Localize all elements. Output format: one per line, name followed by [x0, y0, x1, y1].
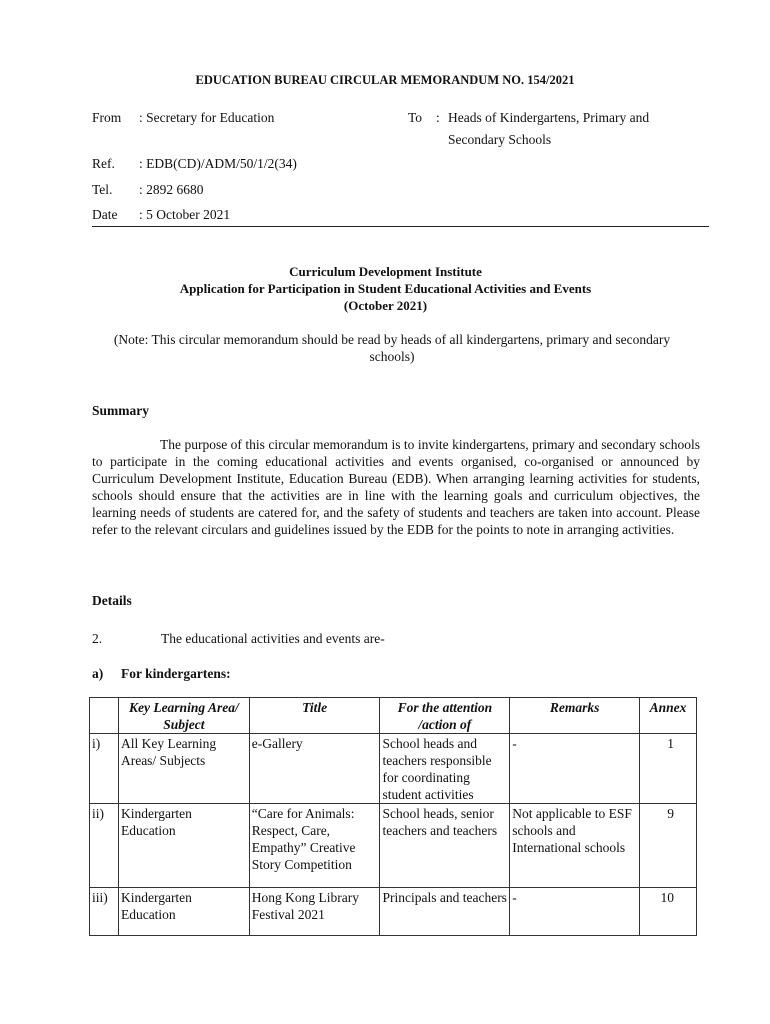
subject-line-3: (October 2021): [343, 298, 428, 313]
ref-label: Ref.: [92, 156, 115, 171]
header-title: Title: [249, 698, 380, 734]
table-row: [90, 888, 697, 936]
row-number: iii): [90, 888, 119, 936]
header-annex: Annex: [640, 698, 697, 734]
memo-title: EDUCATION BUREAU CIRCULAR MEMORANDUM NO. 154/2021: [195, 73, 575, 87]
row-title: e-Gallery: [249, 734, 380, 804]
header-remarks: Remarks: [510, 698, 640, 734]
row-attention: School heads, senior teachers and teachers: [380, 804, 510, 888]
subject-line-2: Application for Participation in Student Educational Activities and Events: [179, 281, 592, 296]
row-remarks: -: [510, 888, 640, 936]
row-annex: 9: [640, 804, 697, 888]
header-attention: For the attention /action of: [380, 698, 510, 734]
header-key-learning-area: Key Learning Area/ Subject: [118, 698, 249, 734]
row-kla: All Key Learning Areas/ Subjects: [118, 734, 249, 804]
ref-value: : EDB(CD)/ADM/50/1/2(34): [139, 156, 297, 171]
row-number: i): [90, 734, 119, 804]
table-row: [90, 804, 697, 888]
from-value: : Secretary for Education: [139, 110, 275, 125]
row-remarks: Not applicable to ESF schools and International schools: [510, 804, 640, 888]
table-header-row: [90, 698, 697, 734]
row-kla: Kindergarten Education: [118, 804, 249, 888]
reading-note: (Note: This circular memorandum should be read by heads of all kindergartens, primary and secondary schools): [113, 332, 671, 364]
paragraph-text: The educational activities and events are-: [161, 631, 385, 646]
header-index: [90, 698, 119, 734]
row-number: ii): [90, 804, 119, 888]
table-row: [90, 734, 697, 804]
details-heading: Details: [92, 593, 132, 608]
subsection-title: For kindergartens:: [121, 666, 231, 681]
row-title: “Care for Animals: Respect, Care, Empathy” Creative Story Competition: [249, 804, 380, 888]
to-colon: :: [436, 110, 440, 125]
to-value: Heads of Kindergartens, Primary and Secondary Schools: [448, 110, 650, 147]
row-title: Hong Kong Library Festival 2021: [249, 888, 380, 936]
summary-paragraph: The purpose of this circular memorandum is to invite kindergartens, primary and secondary schools to participate in the coming educational activities and events organised, co-organised or announced by Curriculum Development Institute, Education Bureau (EDB). When arranging learning activities for students, schools should ensure that the activities are in line with the learning goals and curriculum objectives, the learning needs of students are catered for, and the safety of students and teachers are taken into account. Please refer to the relevant circulars and guidelines issued by the EDB for the points to note in arranging activities.: [92, 437, 700, 537]
date-value: : 5 October 2021: [139, 207, 231, 222]
to-label: To: [408, 110, 423, 125]
row-attention: School heads and teachers responsible for coordinating student activities: [380, 734, 510, 804]
tel-value: : 2892 6680: [139, 182, 204, 197]
activities-table: [89, 697, 697, 936]
row-kla: Kindergarten Education: [118, 888, 249, 936]
row-annex: 1: [640, 734, 697, 804]
row-annex: 10: [640, 888, 697, 936]
from-label: From: [92, 110, 122, 125]
summary-heading: Summary: [92, 403, 149, 418]
row-remarks: -: [510, 734, 640, 804]
tel-label: Tel.: [92, 182, 113, 197]
subsection-label: a): [92, 666, 104, 681]
row-attention: Principals and teachers: [380, 888, 510, 936]
header-divider: [92, 226, 709, 227]
date-label: Date: [92, 207, 118, 222]
subject-line-1: Curriculum Development Institute: [289, 264, 482, 279]
paragraph-number: 2.: [92, 631, 103, 646]
